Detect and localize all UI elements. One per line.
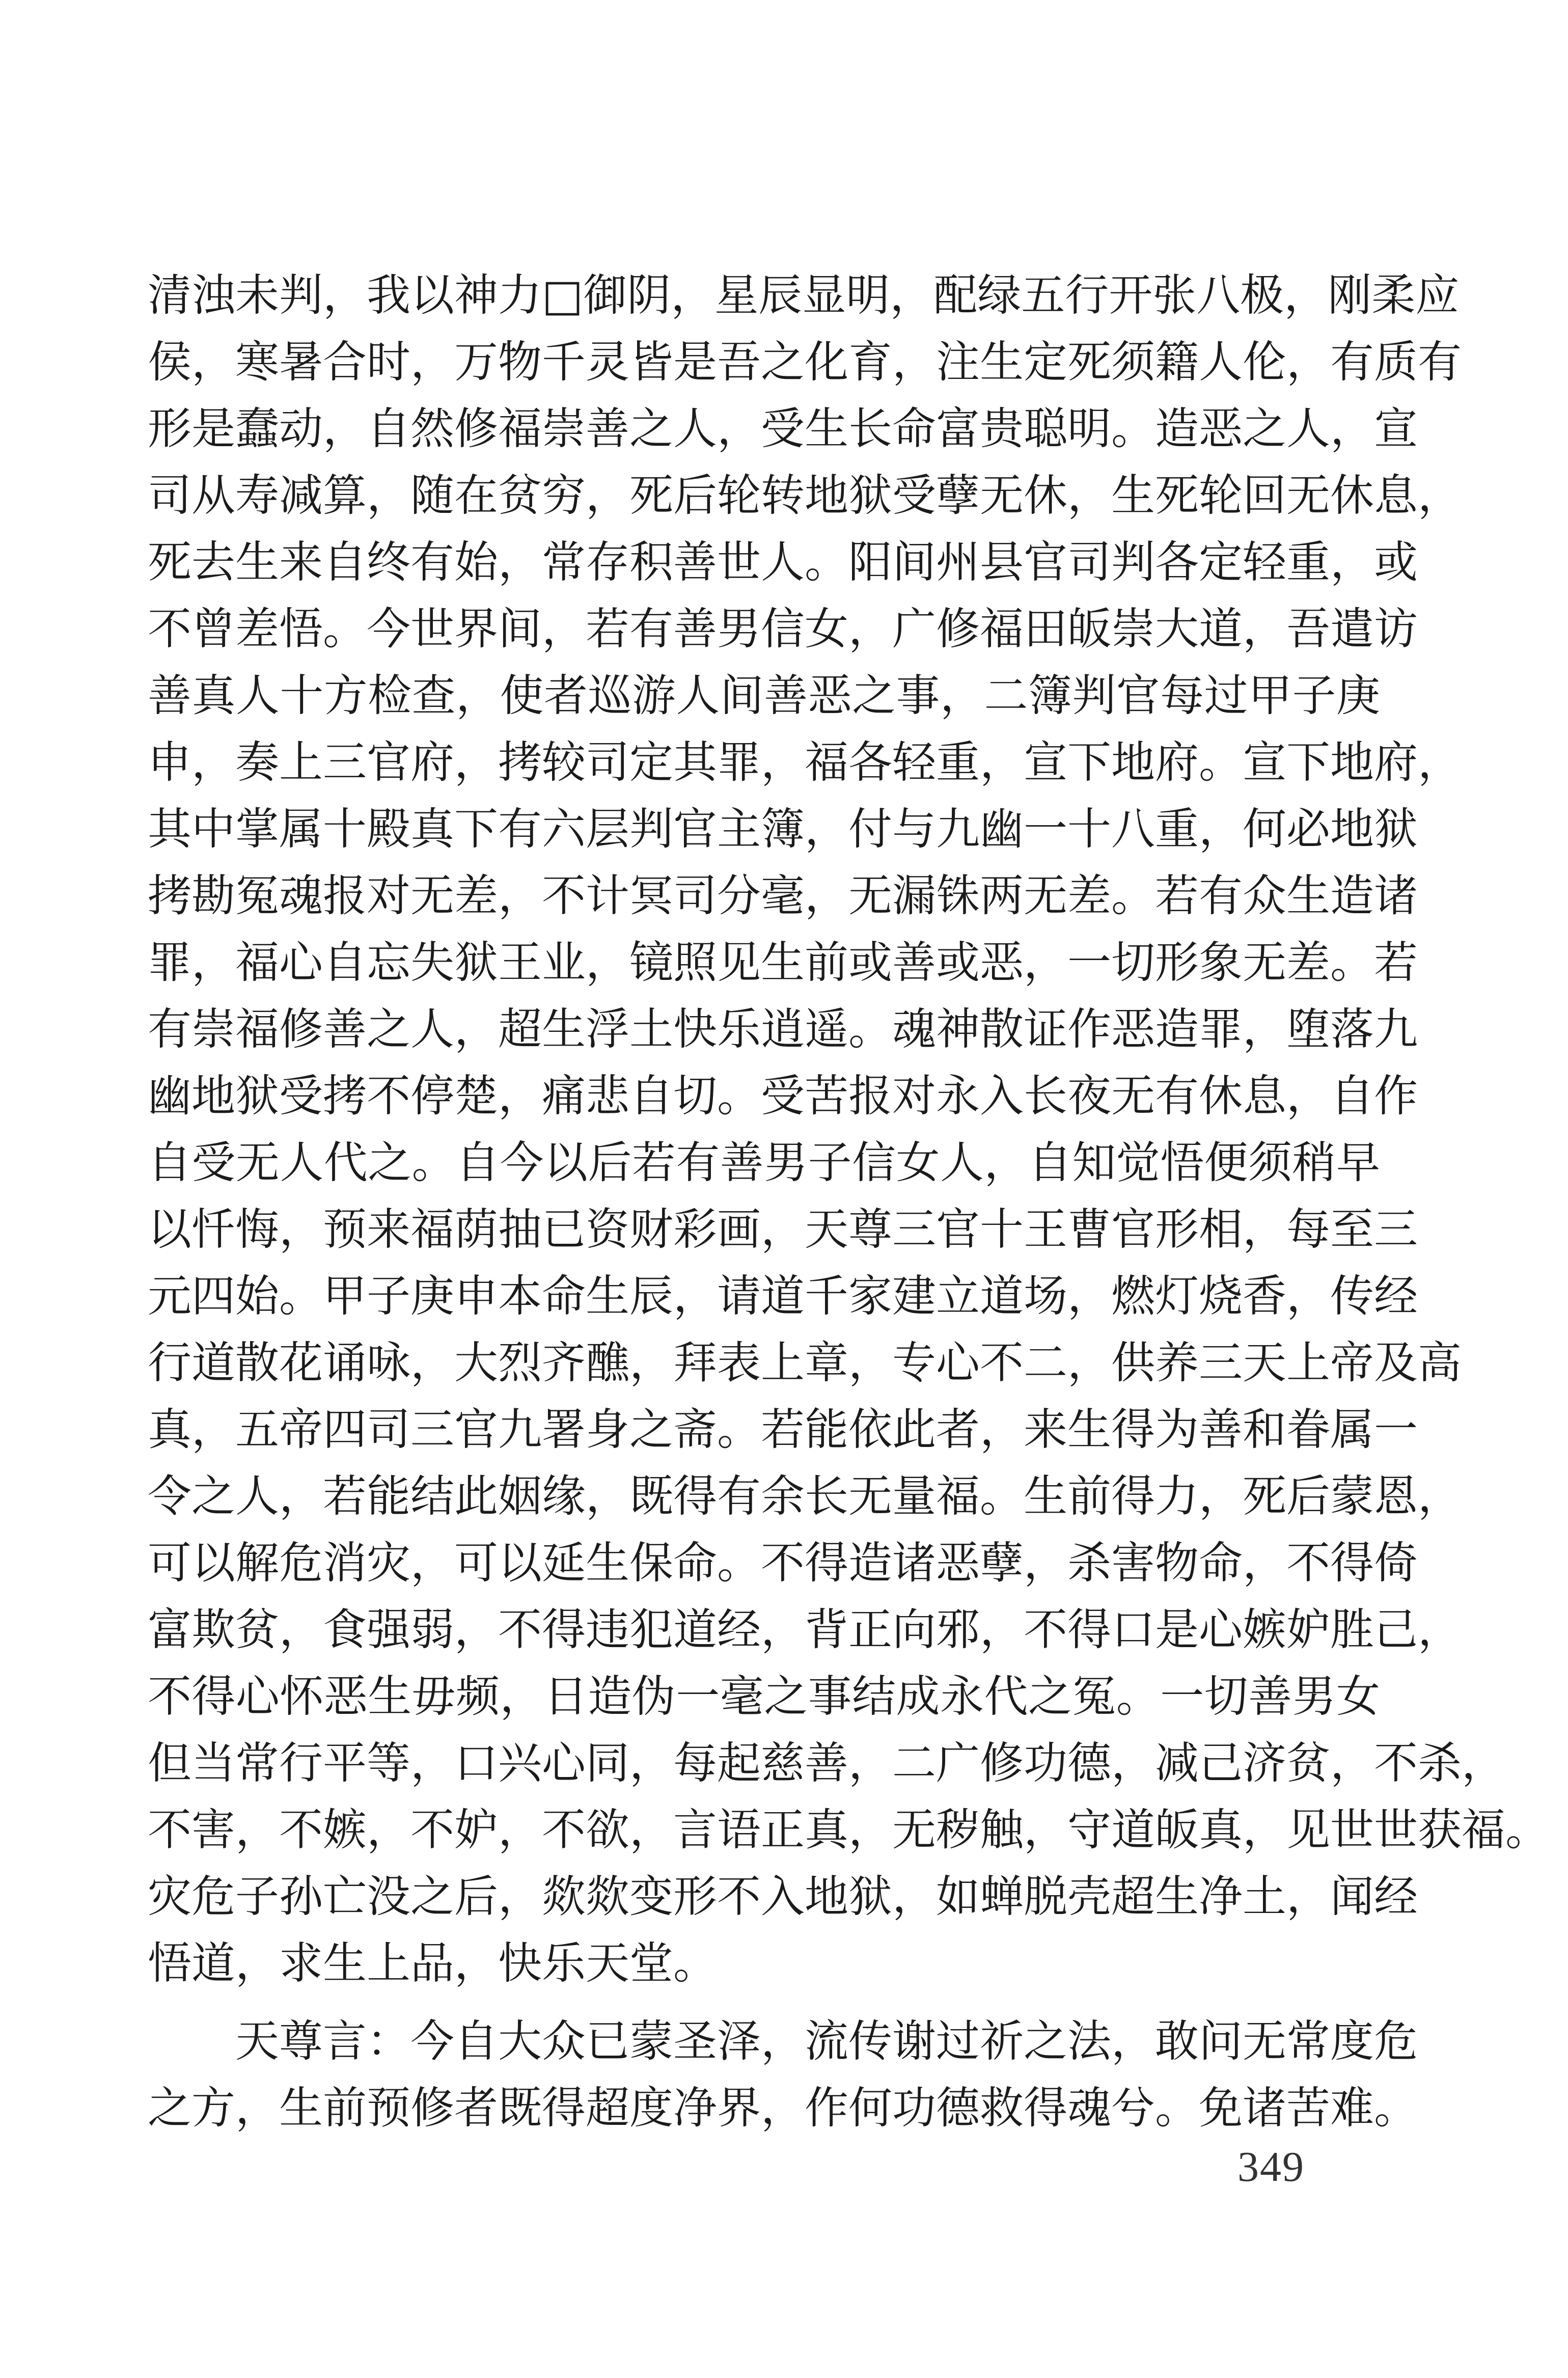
text-line: 以忏悔，预来福荫抽已资财彩画，天尊三官十王曹官形相，每至三 [148, 1204, 1418, 1255]
text-line: 真，五帝四司三官九署身之斋。若能依此者，来生得为善和眷属一 [148, 1404, 1418, 1455]
text-line: 申，奏上三官府，拷较司定其罪，福各轻重，宣下地府。宣下地府， [148, 737, 1462, 788]
text-line: 清浊未判，我以神力□御阴，星辰显明，配绿五行开张八极，刚柔应 [148, 270, 1460, 321]
paragraph-1 [148, 262, 1549, 1997]
text-line: 可以解危消灾，可以延生保命。不得造诸恶孽，杀害物命，不得倚 [148, 1538, 1418, 1589]
text-line: 自受无人代之。自今以后若有善男子信女人，自知觉悟便须稍早 [148, 1137, 1380, 1188]
text-line: 天尊言：今自大众已蒙圣泽，流传谢过祈之法，敢问无常度危 [235, 2016, 1418, 2067]
text-line: 不曾差悟。今世界间，若有善男信女，广修福田皈崇大道，吾遣访 [148, 604, 1418, 654]
body-text [148, 262, 1549, 2142]
text-line: 灾危子孙亡没之后，欻欻变形不入地狱，如蝉脱壳超生净土，闻经 [148, 1871, 1418, 1922]
text-line: 幽地狱受拷不停楚，痛悲自切。受苦报对永入长夜无有休息，自作 [148, 1071, 1418, 1122]
text-line: 令之人，若能结此姻缘，既得有余长无量福。生前得力，死后蒙恩， [148, 1471, 1462, 1522]
text-line: 悟道，求生上品，快乐天堂。 [148, 1938, 717, 1989]
paragraph-2 [148, 2008, 1418, 2142]
text-line: 拷勘冤魂报对无差，不计冥司分毫，无漏铢两无差。若有众生造诸 [148, 870, 1418, 921]
text-line: 元四始。甲子庚申本命生辰，请道千家建立道场，燃灯烧香，传经 [148, 1271, 1418, 1322]
text-line: 司从寿减算，随在贫穷，死后轮转地狱受孽无休，生死轮回无休息， [148, 470, 1462, 521]
text-line: 死去生来自终有始，常存积善世人。阳间州县官司判各定轻重，或 [148, 537, 1418, 588]
text-line: 不害，不嫉，不妒，不欲，言语正真，无秽触，守道皈真，见世世获福。 [148, 1805, 1549, 1855]
text-line: 之方，生前预修者既得超度净界，作何功德救得魂兮。免诸苦难。 [148, 2083, 1418, 2134]
text-line: 但当常行平等，口兴心同，每起慈善，二广修功德，减己济贫，不杀， [148, 1738, 1505, 1789]
text-line: 不得心怀恶生毋频，日造伪一毫之事结成永代之冤。一切善男女 [148, 1671, 1380, 1722]
text-line: 罪，福心自忘失狱王业，镜照见生前或善或恶，一切形象无差。若 [148, 937, 1418, 988]
text-line: 善真人十方检查，使者巡游人间善恶之事，二簿判官每过甲子庚 [148, 670, 1380, 721]
page-number: 349 [1237, 2143, 1305, 2191]
text-line: 其中掌属十殿真下有六层判官主簿，付与九幽一十八重，何必地狱 [148, 804, 1418, 855]
text-line: 有崇福修善之人，超生浮土快乐逍遥。魂神散证作恶造罪，堕落九 [148, 1004, 1418, 1055]
text-line: 富欺贫，食强弱，不得违犯道经，背正向邪，不得口是心嫉妒胜己， [148, 1604, 1462, 1655]
text-line: 侯，寒暑合时，万物千灵皆是吾之化育，注生定死须籍人伦，有质有 [148, 337, 1462, 388]
text-line: 行道散花诵咏，大烈齐醮，拜表上章，专心不二，供养三天上帝及高 [148, 1337, 1462, 1388]
text-line: 形是蠢动，自然修福崇善之人，受生长命富贵聪明。造恶之人，宣 [148, 403, 1418, 454]
